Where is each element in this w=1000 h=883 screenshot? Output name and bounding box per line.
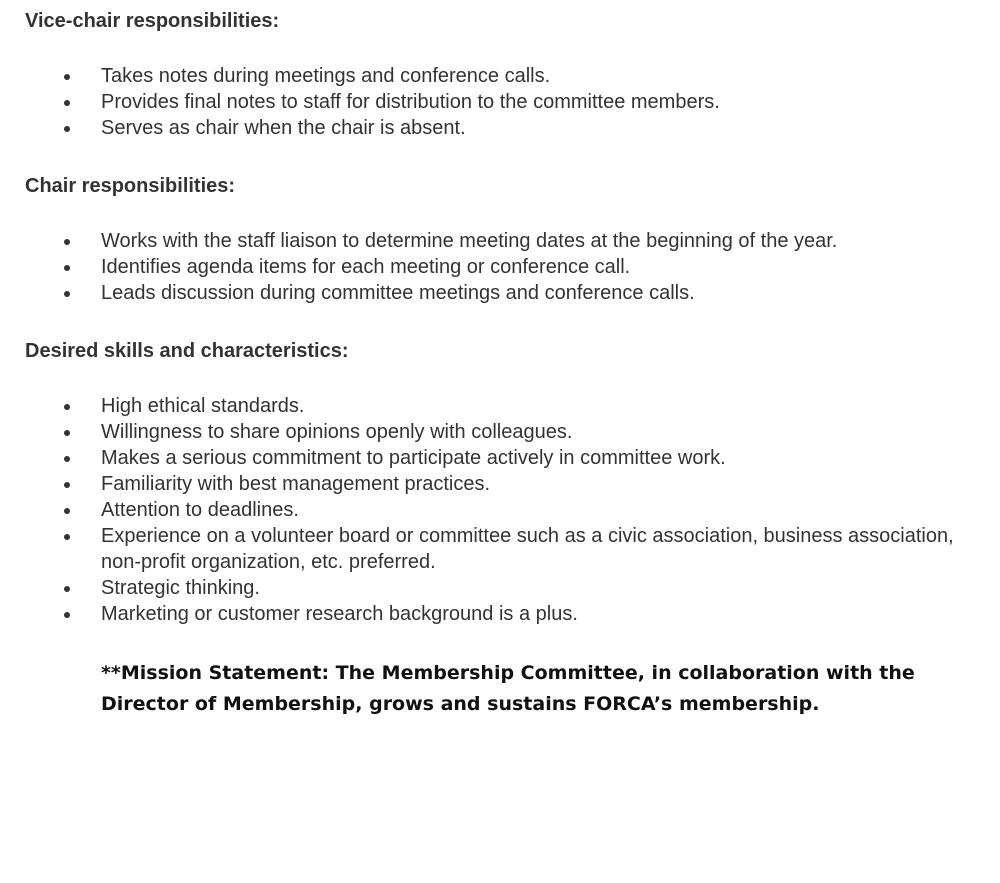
bullet-icon	[64, 74, 70, 80]
bullet-icon	[64, 126, 70, 132]
list-item-text: Identifies agenda items for each meeting or conference call.	[101, 256, 631, 278]
list-item-text: Provides final notes to staff for distribution to the committee members.	[101, 91, 720, 113]
list-item	[60, 523, 960, 575]
mission-statement: **Mission Statement: The Membership Committee, in collaboration with the Director of Membership, grows and sustains FORCA’s membership.	[101, 662, 915, 715]
list-item	[60, 497, 960, 523]
list-item	[60, 280, 960, 306]
list-item	[60, 89, 960, 115]
list-item	[60, 393, 960, 419]
bullet-icon	[64, 612, 70, 618]
bullet-icon	[64, 430, 70, 436]
bullet-icon	[64, 239, 70, 245]
chair-heading: Chair responsibilities:	[25, 175, 236, 197]
list-item-text: Works with the staff liaison to determine meeting dates at the beginning of the year.	[101, 230, 838, 252]
chair-list	[60, 228, 960, 306]
bullet-icon	[64, 404, 70, 410]
bullet-icon	[64, 482, 70, 488]
list-item-text: Marketing or customer research background is a plus.	[101, 603, 578, 625]
vice-chair-heading: Vice-chair responsibilities:	[25, 10, 280, 32]
bullet-icon	[64, 534, 70, 540]
list-item-text: Familiarity with best management practices.	[101, 473, 491, 495]
list-item	[60, 471, 960, 497]
bullet-icon	[64, 265, 70, 271]
bullet-icon	[64, 100, 70, 106]
list-item-text: Attention to deadlines.	[101, 499, 299, 521]
list-item-text: Leads discussion during committee meetings and conference calls.	[101, 282, 695, 304]
list-item	[60, 419, 960, 445]
list-item-text: Makes a serious commitment to participate actively in committee work.	[101, 447, 726, 469]
desired-skills-list	[60, 393, 960, 627]
list-item-text: Takes notes during meetings and conference calls.	[101, 65, 551, 87]
vice-chair-list	[60, 63, 960, 141]
list-item	[60, 575, 960, 601]
list-item-text: Willingness to share opinions openly with colleagues.	[101, 421, 573, 443]
list-item	[60, 63, 960, 89]
list-item-text: High ethical standards.	[101, 395, 305, 417]
list-item	[60, 254, 960, 280]
list-item-text: Strategic thinking.	[101, 577, 260, 599]
bullet-icon	[64, 508, 70, 514]
list-item	[60, 228, 960, 254]
desired-skills-heading: Desired skills and characteristics:	[25, 340, 349, 362]
bullet-icon	[64, 291, 70, 297]
list-item-text: Experience on a volunteer board or committee such as a civic association, business association, non-profit organization, etc. preferred.	[101, 525, 954, 573]
bullet-icon	[64, 586, 70, 592]
list-item	[60, 115, 960, 141]
bullet-icon	[64, 456, 70, 462]
list-item	[60, 601, 960, 627]
list-item-text: Serves as chair when the chair is absent.	[101, 117, 466, 139]
list-item	[60, 445, 960, 471]
